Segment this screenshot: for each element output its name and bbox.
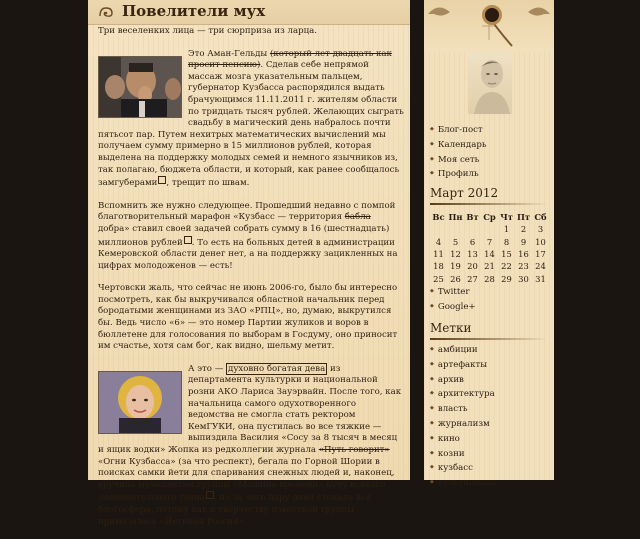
tag-link[interactable]: кино xyxy=(437,433,460,444)
weekday-label: Пн xyxy=(448,212,463,222)
tag-item[interactable] xyxy=(430,461,550,476)
governor-photo xyxy=(98,56,182,118)
strikethrough-text-2: бабла xyxy=(344,212,371,223)
tag-ring-icon xyxy=(482,5,502,25)
calendar-day[interactable]: 11 xyxy=(433,248,444,259)
calendar-day[interactable]: 27 xyxy=(467,273,478,284)
external-link-icon xyxy=(206,491,214,499)
photo-illustration xyxy=(99,372,181,433)
sidebar xyxy=(424,0,554,489)
tag-item[interactable] xyxy=(430,343,550,358)
strikethrough-text-1: (который лет двадцать как просит пенсию) xyxy=(188,48,392,71)
divider xyxy=(430,203,548,205)
tag-item[interactable] xyxy=(430,402,550,417)
calendar-day[interactable]: 1 xyxy=(503,224,510,235)
calendar-day[interactable]: 9 xyxy=(520,236,527,247)
calendar-day[interactable]: 12 xyxy=(450,248,461,259)
menu-item-profile[interactable] xyxy=(430,167,550,182)
calendar-day[interactable]: 30 xyxy=(518,273,529,284)
tag-item[interactable] xyxy=(430,432,550,447)
twitter-link[interactable] xyxy=(430,285,550,300)
tag-link[interactable]: амбиции xyxy=(437,345,478,355)
menu-item-blog-post[interactable] xyxy=(430,123,550,138)
photo-illustration xyxy=(99,57,181,117)
calendar-table xyxy=(430,211,549,285)
calendar-day[interactable]: 20 xyxy=(467,261,478,272)
calendar-day[interactable]: 8 xyxy=(503,236,510,247)
calendar-day[interactable]: 28 xyxy=(484,273,495,284)
calendar-day[interactable]: 14 xyxy=(484,248,495,259)
scroll-icon xyxy=(98,4,114,20)
tags-title: Метки xyxy=(430,321,472,335)
paragraph-2-text-b: добра» ставил своей задачей собрать сумму в 16 (шестнадцать) миллионов xyxy=(98,223,390,248)
tag-link[interactable]: козни xyxy=(437,448,465,459)
weekday-label: Вт xyxy=(466,212,479,222)
tag-item[interactable] xyxy=(430,447,550,462)
calendar-day[interactable]: 21 xyxy=(484,261,495,272)
tag-link[interactable]: журнализм xyxy=(437,418,490,429)
social-link[interactable]: Twitter xyxy=(437,287,470,297)
portrait-illustration xyxy=(468,52,512,114)
social-link[interactable]: Google+ xyxy=(437,301,476,312)
weekday-label: Чт xyxy=(500,212,513,222)
post-title[interactable]: Повелители мух xyxy=(122,2,266,20)
calendar-empty-cell xyxy=(430,223,447,235)
paragraph-1-text-a: Это Аман-Гельды xyxy=(188,48,270,59)
calendar-day[interactable]: 15 xyxy=(501,248,512,259)
weekday-label: Пт xyxy=(516,212,531,222)
tag-link[interactable]: культпоходы xyxy=(437,478,497,489)
calendar-day[interactable]: 5 xyxy=(452,236,459,247)
google-plus-link[interactable] xyxy=(430,300,550,315)
tag-item[interactable] xyxy=(430,358,550,373)
menu-item-network[interactable] xyxy=(430,153,550,168)
calendar-day[interactable]: 19 xyxy=(450,261,461,272)
sidebar-menu xyxy=(430,123,550,182)
calendar-days xyxy=(430,223,549,285)
calendar-day[interactable]: 29 xyxy=(501,273,512,284)
profile-portrait[interactable] xyxy=(468,52,512,114)
tag-item[interactable] xyxy=(430,387,550,402)
strikethrough-text-3: «Путь говорит» xyxy=(318,445,390,455)
paragraph-1 xyxy=(98,49,404,190)
post-body xyxy=(98,26,404,539)
tag-item[interactable] xyxy=(430,373,550,388)
paragraph-4-text-c: «Огни Кузбасса» (за что респект), бегала по Горной Шории в поисках самки йети для спаривания снежных людей и, наконец, вручила музыкантам группы «Машина времени» кучу всякого знаменательного говна xyxy=(98,456,395,504)
calendar-day[interactable]: 22 xyxy=(501,261,512,272)
weekday-label: Сб xyxy=(534,212,547,222)
calendar-empty-cell xyxy=(464,223,481,235)
calendar-day[interactable]: 26 xyxy=(450,273,461,284)
tags-list xyxy=(430,343,550,491)
paragraph-2-text-c: . То есть на больных детей в администрации Кемеровской области денег нет, а на поддержку зацикленных на цифрах молодоженов — есть! xyxy=(98,237,398,271)
calendar-day[interactable]: 3 xyxy=(537,224,544,235)
post-column xyxy=(88,0,410,527)
calendar-week xyxy=(430,273,549,285)
tag-link[interactable]: власть xyxy=(437,404,468,415)
menu-link[interactable]: Блог-пост xyxy=(437,125,483,135)
calendar-day[interactable]: 2 xyxy=(520,224,527,235)
calendar-day[interactable]: 13 xyxy=(467,248,478,259)
paragraph-2 xyxy=(98,201,404,273)
paragraph-4 xyxy=(98,364,404,528)
paragraph-4-text-d: , из-за чего пару дней стонала вся блогосфера, потому как к творчеству известной группы примазалась «Йетиная Россия». xyxy=(98,493,372,527)
calendar-weekdays xyxy=(430,211,549,223)
paragraph-4-text-a: А это — xyxy=(188,363,227,374)
rubley-link[interactable]: рублей xyxy=(150,237,183,248)
post-intro: Три веселенких лица — три сюрприза из ларца. xyxy=(98,26,317,36)
tag-link[interactable]: кузбасс xyxy=(437,463,473,474)
calendar-day[interactable]: 23 xyxy=(518,261,529,272)
calendar-day[interactable]: 4 xyxy=(435,236,442,247)
calendar-week xyxy=(430,235,549,247)
calendar-title: Март 2012 xyxy=(430,186,499,200)
calendar-day[interactable]: 18 xyxy=(433,261,444,272)
menu-link[interactable]: Календарь xyxy=(437,139,487,150)
calendar-day[interactable]: 7 xyxy=(486,236,493,247)
calendar-day[interactable]: 31 xyxy=(535,273,546,284)
calendar-week xyxy=(430,223,549,235)
paragraph-1-text-b: . Сделав себе непрямой массаж мозга указательным пальцем, губернатор Кузбасса распорядился выдать брачующимся 11.11.2011 г. жителям области по тридцать тысяч рублей. Желающих сыграть свадьбу в магический день набралось почти пятьсот пар. Путем нехитрых математических вычислений мы получаем сумму примерно в 15 миллионов рублей, которая выделена на поддержку молодых семей и немного язычников из, так полагаю, бюджета области, и который, как ранее сообщалось xyxy=(98,60,404,175)
tag-link[interactable]: архив xyxy=(437,374,464,385)
weekday-label: Ср xyxy=(483,212,496,222)
paragraph-4-text-b: из департамента культурки и национальной розни АКО Лариса Зауэрвайн. После того, как начальница самого одухотворенного ведомства не смогла стать ректором КемГУКИ, она пустилась во все тяжкие — выпиздила Василия «Сосу за 8 тысяч в месяц и ящик водки» Жопка из редколлегии журнала xyxy=(98,363,402,455)
menu-link[interactable]: Моя сеть xyxy=(437,154,480,165)
calendar-day[interactable]: 25 xyxy=(433,273,444,284)
paragraph-2-text-a: Вспомнить же нужно следующее. Прошедший недавно с помпой благотворительный марафон «Кузбасс — территория xyxy=(98,200,396,223)
menu-link[interactable]: Профиль xyxy=(437,169,479,180)
tag-link[interactable]: архитектура xyxy=(437,389,495,400)
calendar-week xyxy=(430,260,549,272)
calendar-day[interactable]: 17 xyxy=(535,248,546,259)
menu-item-calendar[interactable] xyxy=(430,138,550,153)
official-photo xyxy=(98,371,182,434)
calendar-day[interactable]: 24 xyxy=(535,261,546,272)
calendar-day[interactable]: 16 xyxy=(518,248,529,259)
highlighted-phrase: духовно богатая дева xyxy=(228,363,326,374)
social-links xyxy=(430,285,550,315)
sidebar-tag-header xyxy=(424,0,554,52)
calendar-empty-cell xyxy=(447,223,464,235)
calendar-week xyxy=(430,248,549,260)
paragraph-1-text-c: , трещит по швам. xyxy=(166,178,250,189)
external-link-icon xyxy=(184,236,192,244)
tag-item[interactable] xyxy=(430,417,550,432)
paragraph-3: Чертовски жаль, что сейчас не июнь 2006-го, было бы интересно посмотреть, как бы выкручивался областной начальник перед бородатыми женщинами из ЗАО «РПЦ», но, думаю, выкрутился бы. Ведь число «6» — это номер Партии жуликов и воров в бюллетене для голосования по выборам в Госдуму, оно приносит им счастье, хотя сам бог, как видно, шельму метит. xyxy=(98,283,398,352)
weekday-label: Вс xyxy=(432,212,445,222)
calendar-day[interactable]: 10 xyxy=(535,236,546,247)
zamgubery-link[interactable]: замгуберами xyxy=(98,178,158,189)
post-header xyxy=(88,0,410,25)
tag-item[interactable] xyxy=(430,476,550,491)
divider xyxy=(430,338,548,340)
calendar-empty-cell xyxy=(481,223,498,235)
tag-link[interactable]: артефакты xyxy=(437,359,488,370)
calendar-day[interactable]: 6 xyxy=(469,236,476,247)
